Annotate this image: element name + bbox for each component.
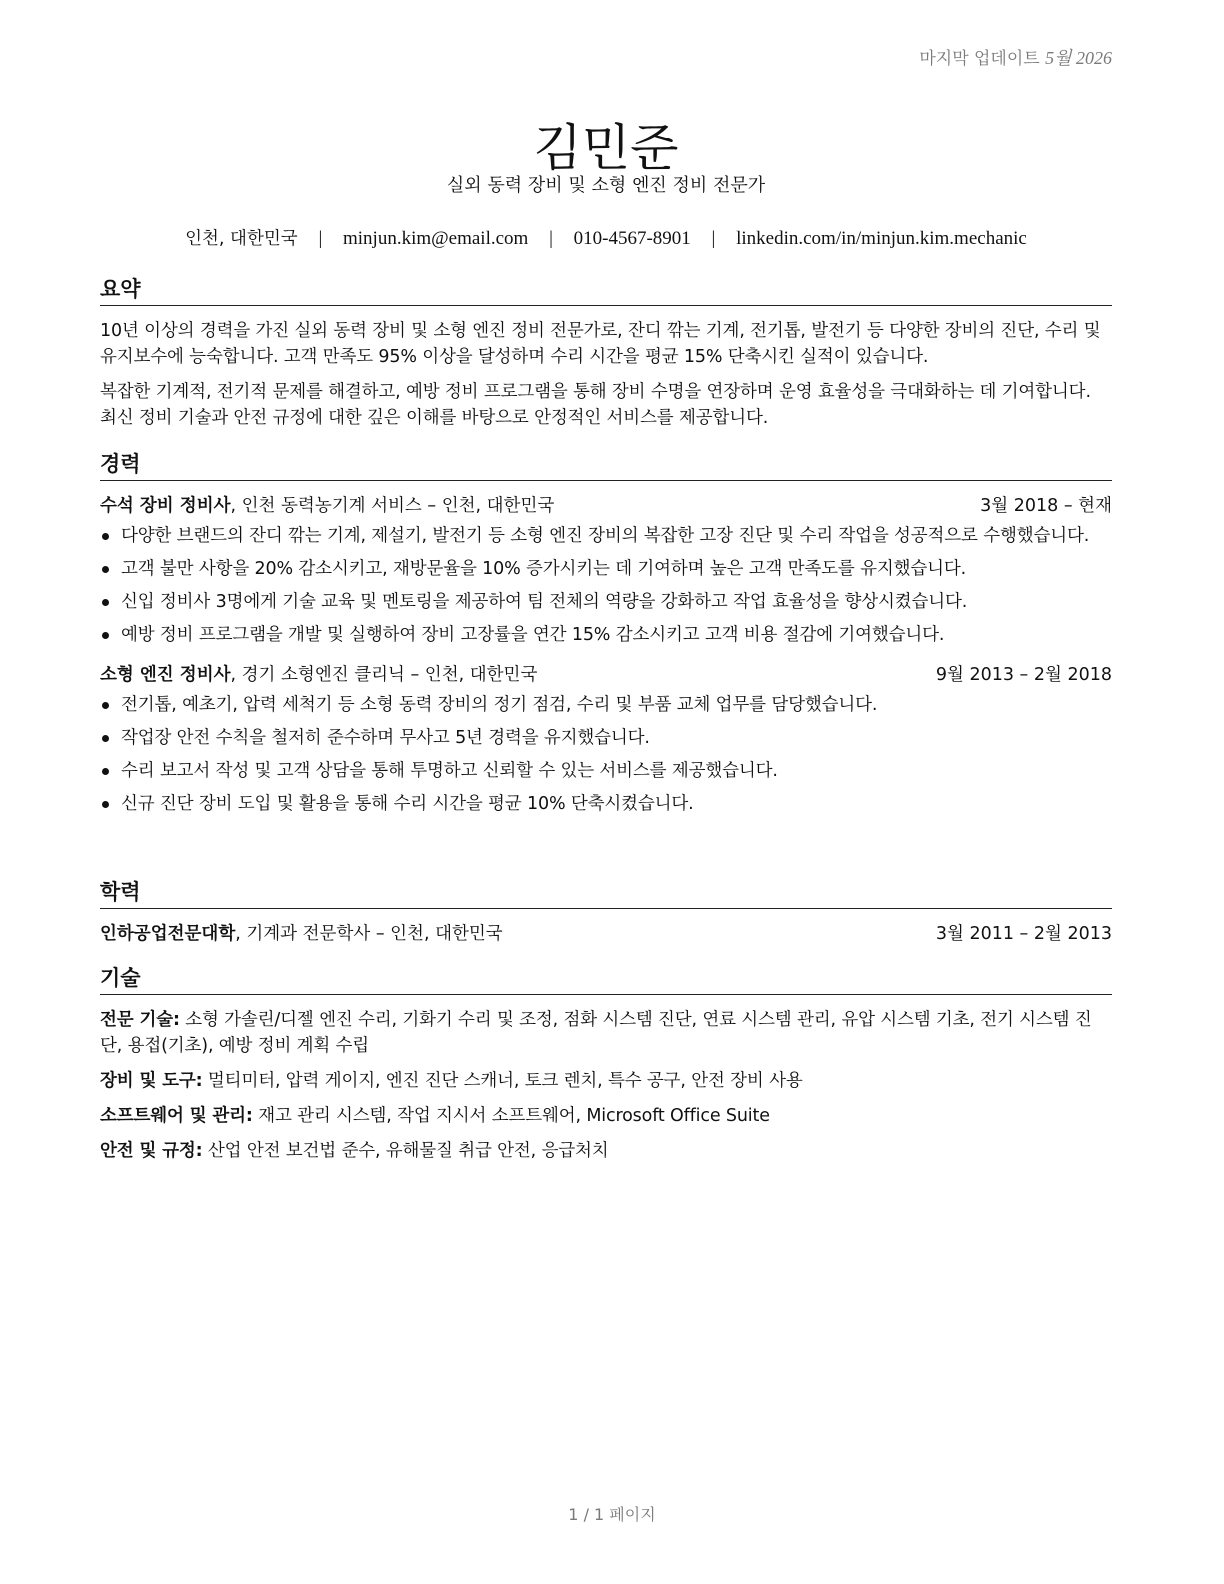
job-dates: 3월 2018 – 현재 (980, 496, 1112, 517)
last-updated-label: 마지막 업데이트 (919, 49, 1040, 69)
section-title-education: 학력 (100, 879, 1112, 909)
skill-text: 재고 관리 시스템, 작업 지시서 소프트웨어, Microsoft Office Suite (252, 1106, 770, 1127)
contact-phone[interactable]: 010-4567-8901 (573, 228, 691, 249)
page-indicator: 1 / 1 페이지 (568, 1505, 656, 1524)
job-role: 수석 장비 정비사 (100, 496, 231, 517)
education-school: 인하공업전문대학 (100, 924, 236, 945)
skill-text: 소형 가솔린/디젤 엔진 수리, 기화기 수리 및 조정, 점화 시스템 진단, 연료 시스템 관리, 유압 시스템 기초, 전기 시스템 진단, 용접(기초), 예방 정비 계획 수립 (100, 1010, 1092, 1057)
job-bullet: 예방 정비 프로그램을 개발 및 실행하여 장비 고장률을 연간 15% 감소시키고 고객 비용 절감에 기여했습니다. (100, 622, 1112, 648)
job-role: 소형 엔진 정비사 (100, 665, 231, 686)
job-header (100, 662, 1112, 688)
job-entry (100, 493, 1112, 648)
job-bullet: 수리 보고서 작성 및 고객 상담을 통해 투명하고 신뢰할 수 있는 서비스를 제공했습니다. (100, 758, 1112, 784)
summary-section (100, 276, 1112, 431)
contact-separator: | (549, 228, 553, 249)
job-bullet: 신입 정비사 3명에게 기술 교육 및 멘토링을 제공하여 팀 전체의 역량을 강화하고 작업 효율성을 향상시켰습니다. (100, 589, 1112, 615)
job-bullet: 작업장 안전 수칙을 철저히 준수하며 무사고 5년 경력을 유지했습니다. (100, 725, 1112, 751)
section-title-summary: 요약 (100, 276, 1112, 306)
education-detail: , 기계과 전문학사 – 인천, 대한민국 (235, 924, 503, 945)
contact-location: 인천, 대한민국 (185, 229, 298, 249)
skill-label: 전문 기술: (100, 1010, 180, 1031)
education-dates: 3월 2011 – 2월 2013 (935, 924, 1112, 945)
skill-label: 소프트웨어 및 관리: (100, 1106, 253, 1127)
last-updated-date: 5월 2026 (1045, 48, 1112, 68)
skill-line (100, 1068, 1112, 1094)
summary-paragraph: 복잡한 기계적, 전기적 문제를 해결하고, 예방 정비 프로그램을 통해 장비 수명을 연장하며 운영 효율성을 극대화하는 데 기여합니다. 최신 정비 기술과 안전 규정에 대한 깊은 이해를 바탕으로 안정적인 서비스를 제공합니다. (100, 382, 1091, 429)
education-section (100, 879, 1112, 947)
summary-paragraph: 10년 이상의 경력을 가진 실외 동력 장비 및 소형 엔진 정비 전문가로, 잔디 깎는 기계, 전기톱, 발전기 등 다양한 장비의 진단, 수리 및 유지보수에 능숙합니다. 고객 만족도 95% 이상을 달성하며 수리 시간을 평균 15% 단축시킨 실적이 있습니다. (100, 321, 1101, 368)
job-bullet: 전기톱, 예초기, 압력 세척기 등 소형 동력 장비의 정기 점검, 수리 및 부품 교체 업무를 담당했습니다. (100, 692, 1112, 718)
skill-line (100, 1138, 1112, 1164)
job-dates: 9월 2013 – 2월 2018 (935, 665, 1112, 686)
job-entry (100, 662, 1112, 817)
job-bullet: 고객 불만 사항을 20% 감소시키고, 재방문율을 10% 증가시키는 데 기여하며 높은 고객 만족도를 유지했습니다. (100, 556, 1112, 582)
contact-linkedin[interactable]: linkedin.com/in/minjun.kim.mechanic (736, 228, 1027, 249)
job-bullet: 다양한 브랜드의 잔디 깎는 기계, 제설기, 발전기 등 소형 엔진 장비의 복잡한 고장 진단 및 수리 작업을 성공적으로 수행했습니다. (100, 523, 1112, 549)
skills-section (100, 965, 1112, 1164)
job-bullets (100, 692, 1112, 817)
skill-line (100, 1103, 1112, 1129)
job-header (100, 493, 1112, 519)
skill-label: 장비 및 도구: (100, 1071, 203, 1092)
contact-line (100, 225, 1112, 250)
job-bullet: 신규 진단 장비 도입 및 활용을 통해 수리 시간을 평균 10% 단축시켰습니다. (100, 791, 1112, 817)
contact-separator: | (711, 228, 716, 249)
candidate-name: 김민준 (533, 118, 679, 177)
skill-text: 멀티미터, 압력 게이지, 엔진 진단 스캐너, 토크 렌치, 특수 공구, 안전 장비 사용 (202, 1071, 803, 1092)
section-title-experience: 경력 (100, 451, 1112, 481)
skill-line (100, 1007, 1112, 1059)
section-title-skills: 기술 (100, 965, 1112, 995)
experience-section (100, 451, 1112, 817)
candidate-headline: 실외 동력 장비 및 소형 엔진 정비 전문가 (446, 175, 766, 196)
last-updated (919, 44, 1112, 70)
contact-email[interactable]: minjun.kim@email.com (343, 228, 529, 249)
skill-label: 안전 및 규정: (100, 1141, 203, 1162)
skill-text: 산업 안전 보건법 준수, 유해물질 취급 안전, 응급처치 (202, 1141, 609, 1162)
job-employer: , 경기 소형엔진 클리닉 – 인천, 대한민국 (230, 665, 538, 686)
contact-separator: | (318, 228, 323, 249)
job-bullets (100, 523, 1112, 648)
job-employer: , 인천 동력농기계 서비스 – 인천, 대한민국 (230, 496, 555, 517)
education-entry (100, 921, 1112, 947)
